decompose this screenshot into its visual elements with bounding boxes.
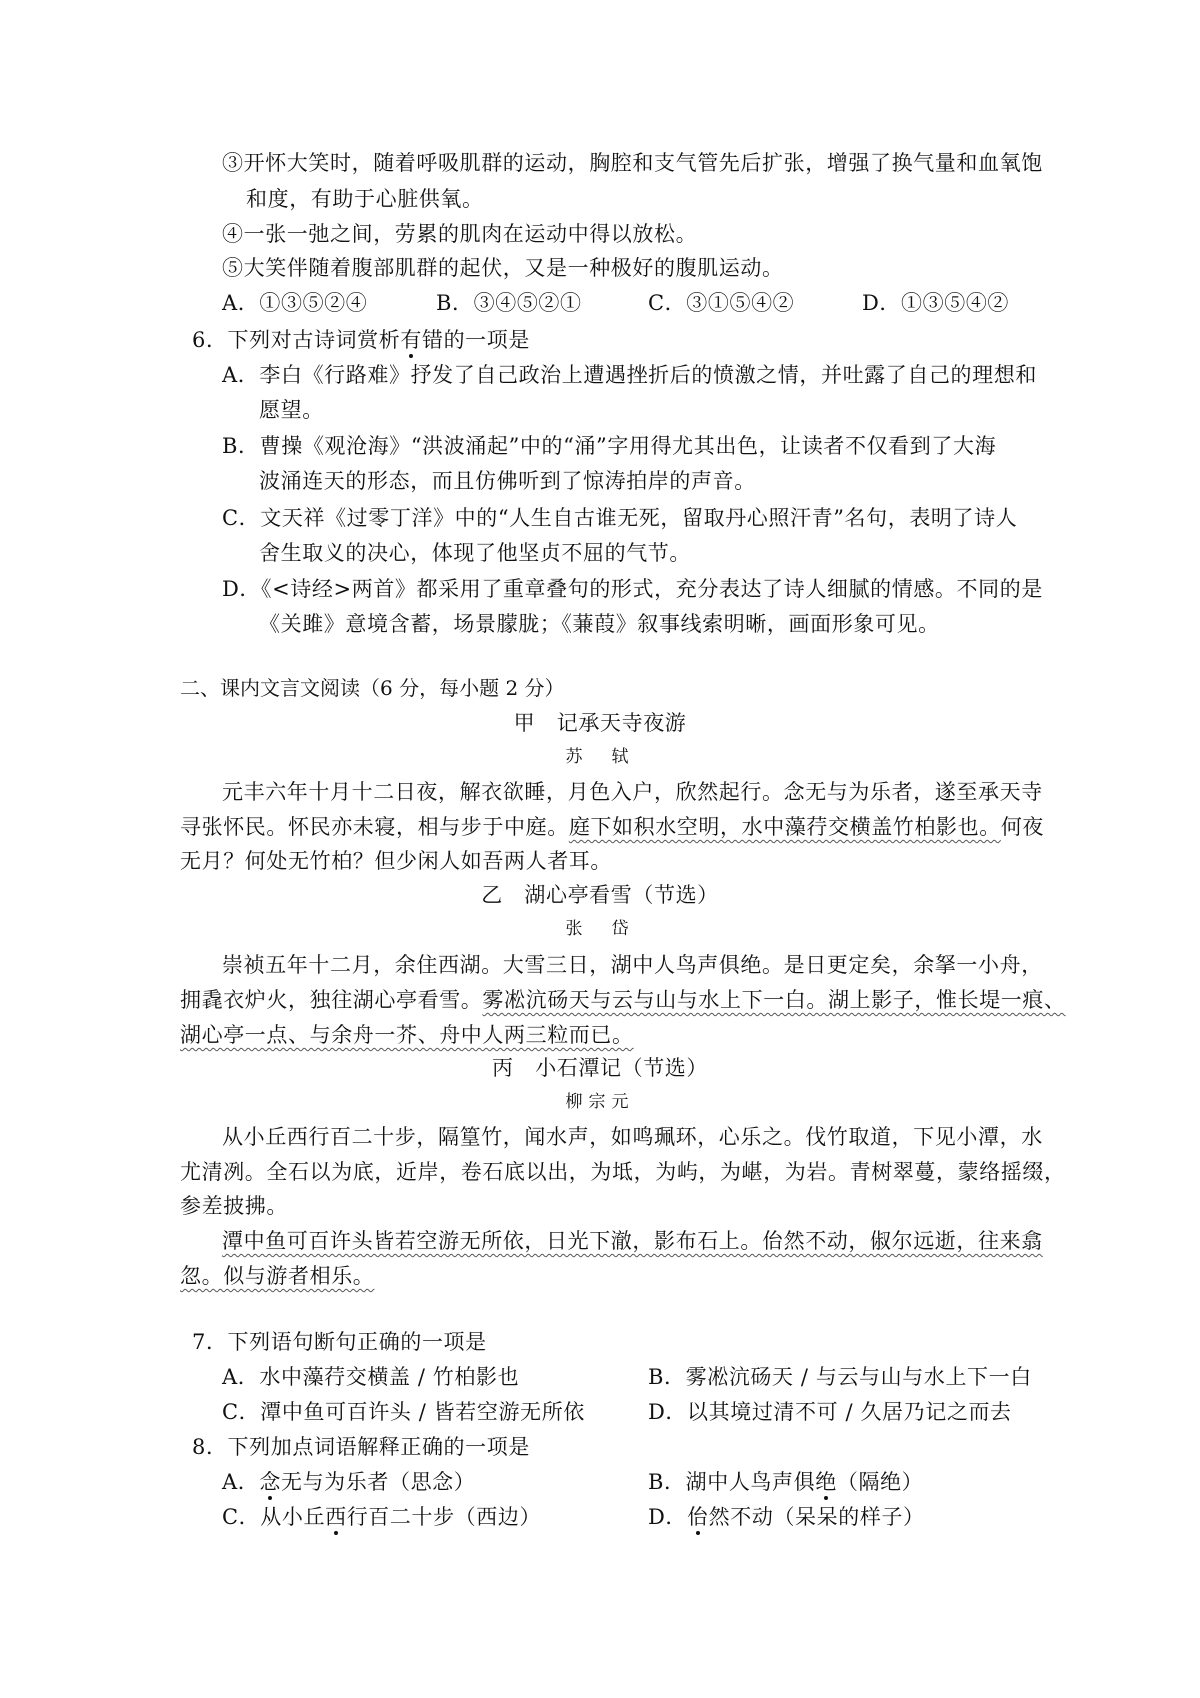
text-bing-p1-line-2: 尤清冽。全石以为底，近岸，卷石底以出，为坻，为屿，为嵁，为岩。青树翠蔓，蒙络摇缀，	[180, 1160, 1066, 1184]
q5-option-d: D．①③⑤④②	[862, 291, 1010, 315]
text-yi-author: 张 岱	[565, 919, 635, 939]
q6-option-a-line-1: A．李白《行路难》抒发了自己政治上遭遇挫折后的愤激之情，并吐露了自己的理想和	[222, 363, 1037, 387]
q7-option-b: B．雾凇沆砀天 / 与云与山与水上下一白	[648, 1365, 1032, 1389]
q6-option-d-line-1: D．《<诗经>两首》都采用了重章叠句的形式，充分表达了诗人细腻的情感。不同的是	[222, 577, 1043, 601]
q8-option-c-rest: 行百二十步（西边）	[346, 1505, 542, 1529]
q8-option-c-prefix: C．从小丘	[222, 1505, 326, 1529]
q8-option-b	[648, 1467, 923, 1497]
text-jia-line-2	[180, 812, 1044, 842]
text-jia-line-3: 无月？何处无竹柏？但少闲人如吾两人者耳。	[180, 849, 612, 873]
text-bing-title: 丙 小石潭记（节选）	[492, 1056, 708, 1080]
q6-option-a-line-2: 愿望。	[259, 398, 324, 422]
q8-option-b-prefix: B．湖中人鸟声俱	[648, 1470, 816, 1494]
q8-option-b-rest: （隔绝）	[836, 1470, 924, 1494]
section-2-heading: 二、课内文言文阅读（6 分，每小题 2 分）	[180, 676, 565, 700]
q8-option-a-rest: 无与为乐者（思念）	[280, 1470, 476, 1494]
q6-stem-emphasis: 有	[400, 328, 422, 352]
q8-stem: 8．下列加点词语解释正确的一项是	[192, 1435, 530, 1459]
text-yi-line-2	[180, 985, 1066, 1015]
text-yi-line-1: 崇祯五年十二月，余住西湖。大雪三日，湖中人鸟声俱绝。是日更定矣，余拏一小舟，	[222, 953, 1043, 977]
q8-option-a-dotted-word: 念	[259, 1470, 281, 1494]
q5-sentence-5: ⑤大笑伴随着腹部肌群的起伏，又是一种极好的腹肌运动。	[222, 256, 784, 280]
q6-option-d-line-2: 《关雎》意境含蓄，场景朦胧；《蒹葭》叙事线索明晰，画面形象可见。	[259, 612, 940, 636]
q6-option-b-line-1: B．曹操《观沧海》“洪波涌起”中的“涌”字用得尤其出色，让读者不仅看到了大海	[222, 434, 997, 458]
q8-option-d	[648, 1502, 925, 1532]
text-yi-underlined-sentence-1: 雾凇沆砀天与云与山与水上下一白。湖上影子，惟长堤一痕、	[482, 988, 1066, 1012]
text-bing-author: 柳宗元	[565, 1092, 635, 1112]
q7-stem: 7．下列语句断句正确的一项是	[192, 1330, 487, 1354]
q8-option-c-dotted-word: 西	[325, 1505, 347, 1529]
q6-stem-pre: 6．下列对古诗词赏析	[192, 328, 401, 352]
text-yi-line-3	[180, 1020, 634, 1050]
text-yi-line-2-plain: 拥毳衣炉火，独往湖心亭看雪。	[180, 988, 483, 1012]
q8-option-b-dotted-word: 绝	[815, 1470, 837, 1494]
q5-sentence-4: ④一张一弛之间，劳累的肌肉在运动中得以放松。	[222, 222, 698, 246]
q5-sentence-3-line-1: ③开怀大笑时，随着呼吸肌群的运动，胸腔和支气管先后扩张，增强了换气量和血氧饱	[222, 151, 1043, 175]
text-jia-line-2-plain: 寻张怀民。怀民亦未寝，相与步于中庭。	[180, 815, 569, 839]
text-bing-underlined-p2-line-1: 潭中鱼可百许头皆若空游无所依，日光下澈，影布石上。佁然不动，俶尔远逝，往来翕	[222, 1229, 1043, 1253]
q5-option-b: B．③④⑤②①	[436, 291, 582, 315]
q8-option-d-dotted-word: 佁	[687, 1505, 709, 1529]
q7-option-a: A．水中藻荇交横盖 / 竹柏影也	[222, 1365, 520, 1389]
q5-option-a: A．①③⑤②④	[222, 291, 368, 315]
q6-stem	[192, 325, 530, 355]
q6-option-c-line-1: C．文天祥《过零丁洋》中的“人生自古谁无死，留取丹心照汗青”名句，表明了诗人	[222, 506, 1018, 530]
text-jia-underlined-sentence: 庭下如积水空明，水中藻荇交横盖竹柏影也。	[568, 815, 1001, 839]
text-jia-title: 甲 记承天寺夜游	[513, 711, 687, 735]
q7-option-d: D．以其境过清不可 / 久居乃记之而去	[648, 1400, 1012, 1424]
text-jia-author: 苏 轼	[565, 747, 635, 767]
q8-option-d-rest: 然不动（呆呆的样子）	[708, 1505, 925, 1529]
q6-option-b-line-2: 波涌连天的形态，而且仿佛听到了惊涛拍岸的声音。	[259, 469, 756, 493]
text-bing-p1-line-3: 参差披拂。	[180, 1194, 288, 1218]
q8-option-a	[222, 1467, 475, 1497]
q5-option-c: C．③①⑤④②	[648, 291, 795, 315]
q8-option-c	[222, 1502, 541, 1532]
text-yi-title: 乙 湖心亭看雪（节选）	[481, 883, 719, 907]
text-bing-p2-line-2	[180, 1261, 374, 1291]
text-jia-line-2-end: 何夜	[1000, 815, 1045, 839]
q8-option-d-prefix: D．	[648, 1505, 688, 1529]
q6-stem-post: 错的一项是	[421, 328, 530, 352]
q8-option-a-prefix: A．	[222, 1470, 260, 1494]
q5-sentence-3-line-2: 和度，有助于心脏供氧。	[246, 187, 484, 211]
q7-option-c: C．潭中鱼可百许头 / 皆若空游无所依	[222, 1400, 585, 1424]
q6-option-c-line-2: 舍生取义的决心，体现了他坚贞不屈的气节。	[259, 541, 691, 565]
text-bing-p1-line-1: 从小丘西行百二十步，隔篁竹，闻水声，如鸣珮环，心乐之。伐竹取道，下见小潭，水	[222, 1125, 1043, 1149]
text-yi-underlined-sentence-2: 湖心亭一点、与余舟一芥、舟中人两三粒而已。	[180, 1023, 634, 1047]
text-bing-p2-line-1	[222, 1226, 1043, 1256]
text-bing-underlined-p2-line-2: 忽。似与游者相乐。	[180, 1264, 375, 1288]
text-jia-line-1: 元丰六年十月十二日夜，解衣欲睡，月色入户，欣然起行。念无与为乐者，遂至承天寺	[222, 780, 1043, 804]
